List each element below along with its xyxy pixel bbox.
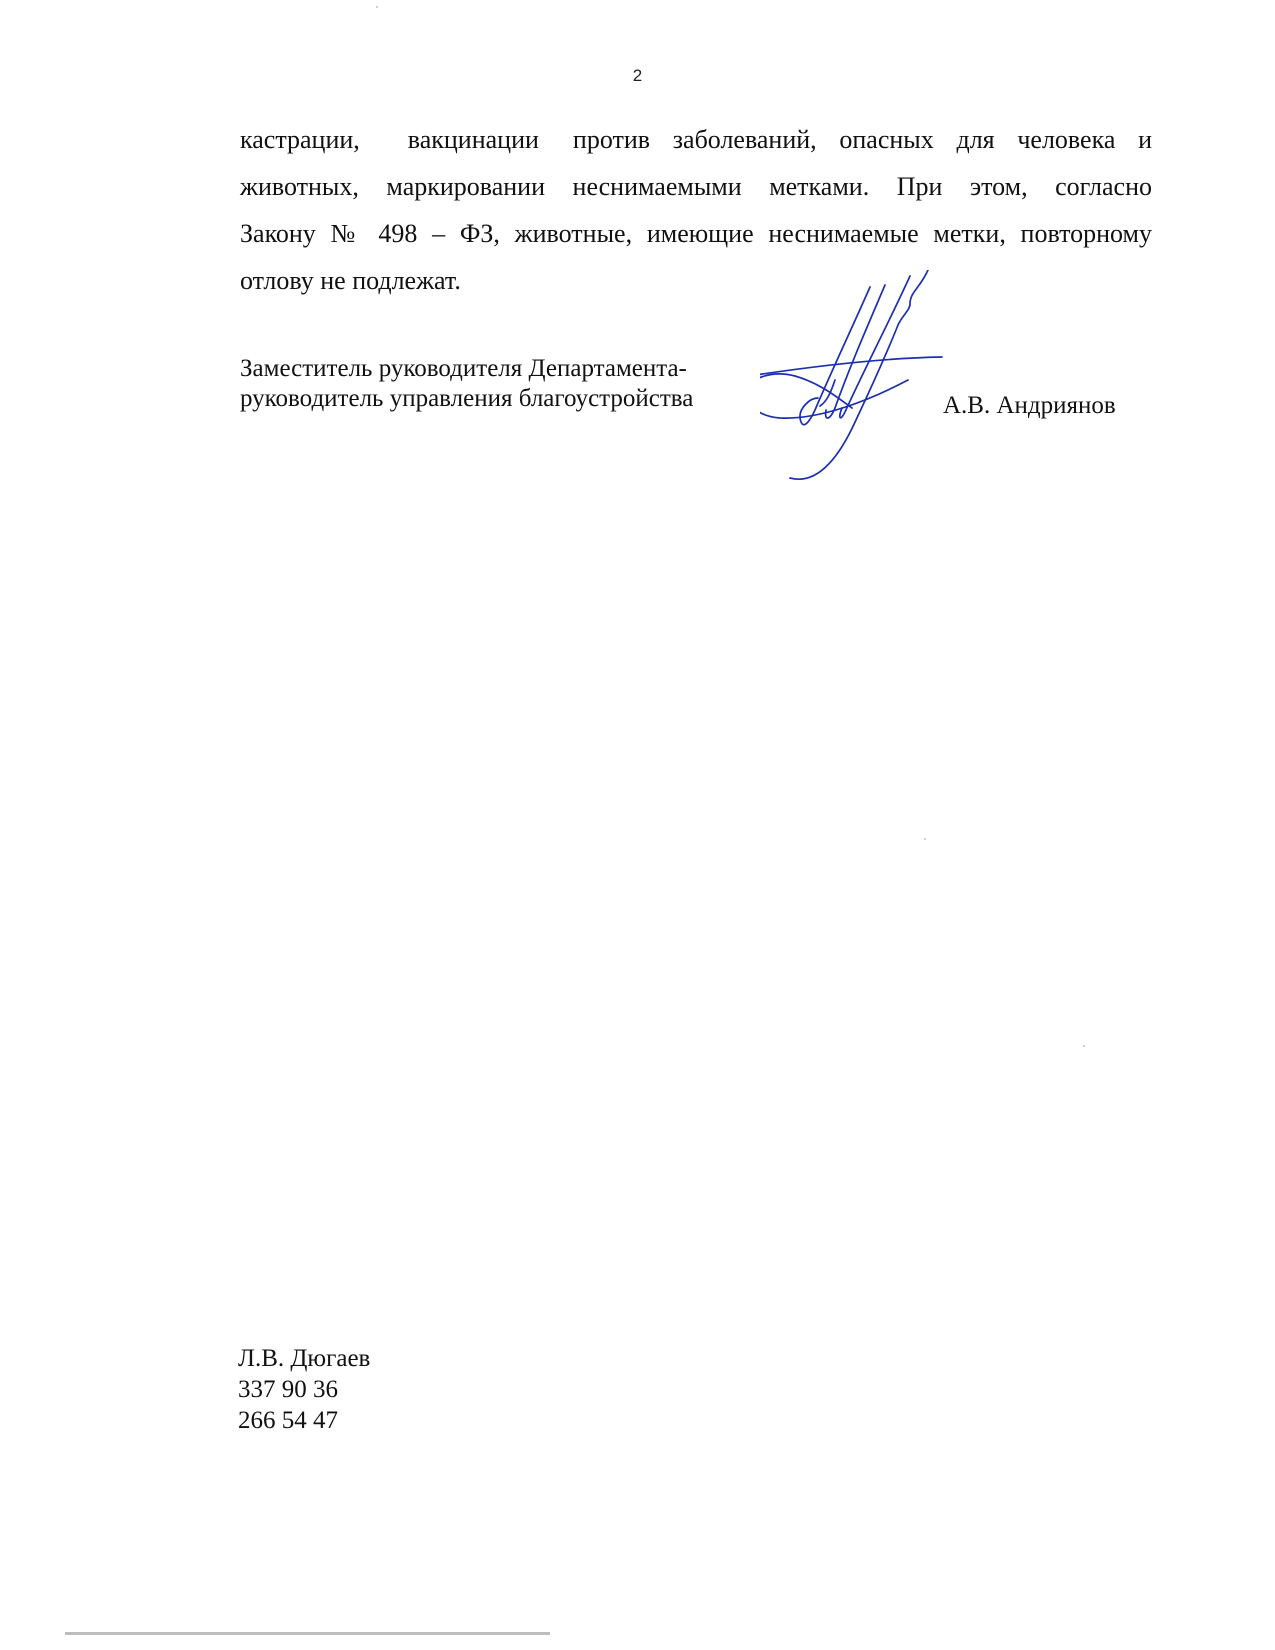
executor-name: Л.В. Дюгаев [238,1345,371,1372]
body-line-1 [240,116,1152,163]
scan-speck [376,6,378,8]
page-number: 2 [632,66,643,85]
scan-speck [1083,1045,1085,1047]
body-text-fragment: против заболеваний, опасных для человека и [572,125,1152,154]
body-word: вакцинации [407,125,539,154]
signer-name: А.В. Андриянов [943,392,1116,419]
handwritten-signature [760,270,995,505]
signer-title-line-2: руководитель управления благоустройства [240,385,694,412]
executor-phone: 337 90 36 [238,1376,338,1403]
executor-phone: 266 54 47 [238,1407,338,1434]
signer-title-line-1: Заместитель руководителя Департамента- [240,355,687,382]
body-paragraph [240,116,1152,304]
executor-info [238,1343,370,1436]
scan-speck [924,838,926,840]
body-line-4: отлову не подлежат. [240,266,461,295]
scan-edge-line [65,1632,550,1635]
signer-title [240,354,693,414]
body-line-3: Закону № 498 – ФЗ, животные, имеющие неснимаемые метки, повторному [240,219,1152,248]
body-word: кастрации, [240,125,360,154]
body-line-2: животных, маркировании неснимаемыми метками. При этом, согласно [240,172,1152,201]
